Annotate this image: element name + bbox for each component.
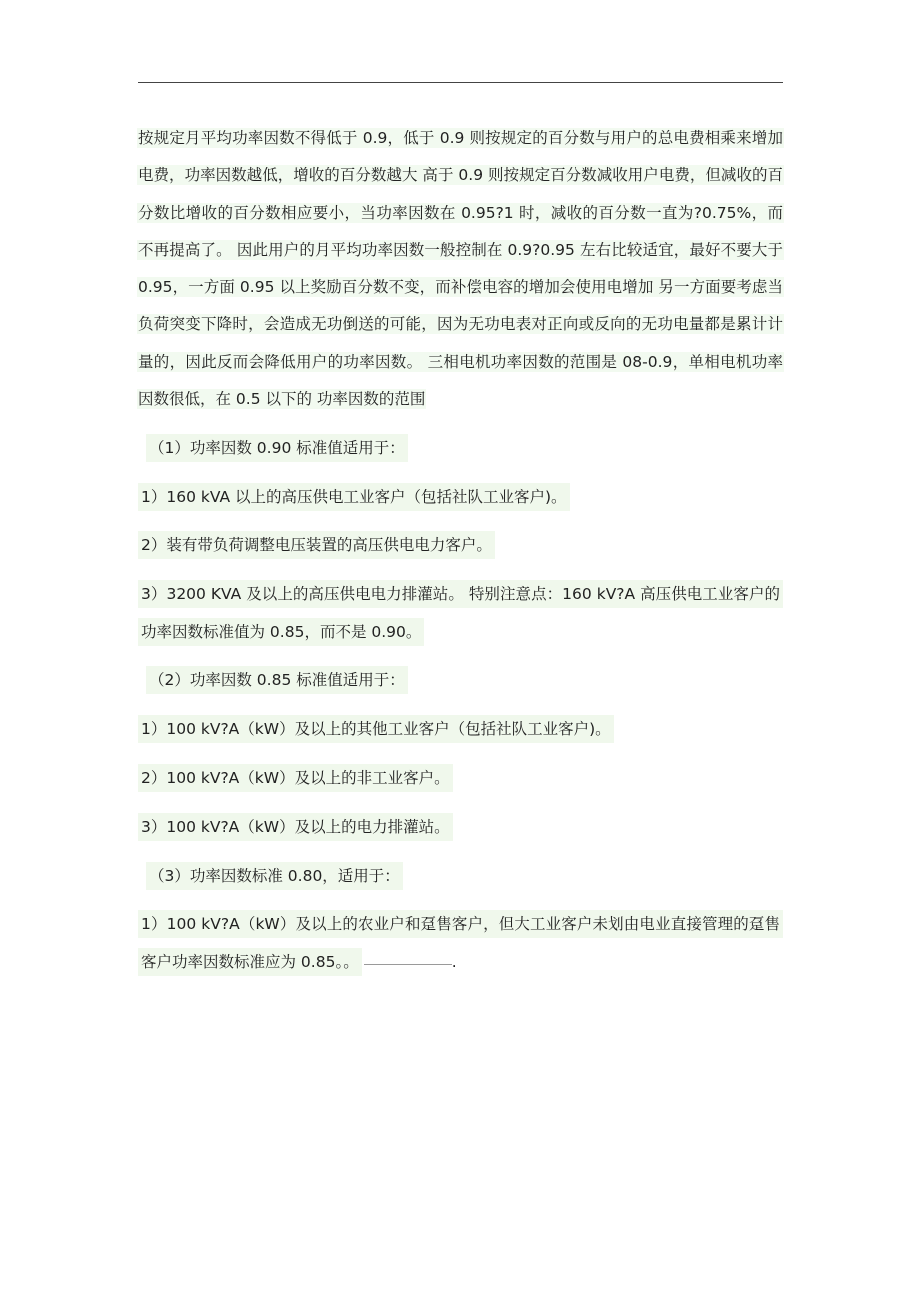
section-1-item-3: 3）3200 KVA 及以上的高压供电电力排灌站。 特别注意点：160 kV?A 高压供电工业客户的功率因数标准值为 0.85，而不是 0.90。 (138, 576, 783, 651)
section-1-item-2: 2）装有带负荷调整电压装置的高压供电电力客户。 (138, 527, 783, 564)
section-3-item-1: 1）100 kV?A（kW）及以上的农业户和趸售客户，但大工业客户未划由电业直接管理的趸售客户功率因数标准应为 0.85。。 . (138, 906, 783, 981)
section-3-heading: （3）功率因数标准 0.80，适用于： (138, 858, 783, 895)
main-paragraph-text: 按规定月平均功率因数不得低于 0.9，低于 0.9 则按规定的百分数与用户的总电费相乘来增加电费，功率因数越低，增收的百分数越大 高于 0.9 则按规定百分数减收用户电费，但减收的百分数比增收的百分数相应要小，当功率因数在 0.95?1 时，减收的百分数一直为?0.75%，而不再提高了。 因此用户的月平均功率因数一般控制在 0.9?0.95 左右比较适宜，最好不要大于 0.95，一方面 0.95 以上奖励百分数不变，而补偿电容的增加会使用电增加 另一方面要考虑当负荷突变下降时，会造成无功倒送的可能，因为无功电表对正向或反向的无功电量都是累计计量的，因此反而会降低用户的功率因数。 三相电机功率因数的范围是 08-0.9，单相电机功率因数很低，在 0.5 以下的 功率因数的范围 (138, 129, 783, 409)
trailing-mark: . (451, 952, 457, 971)
section-1-heading: （1）功率因数 0.90 标准值适用于： (138, 430, 783, 467)
section-2-item-2: 2）100 kV?A（kW）及以上的非工业客户。 (138, 760, 783, 797)
section-2-heading: （2）功率因数 0.85 标准值适用于： (138, 662, 783, 699)
section-2-item-3: 3）100 kV?A（kW）及以上的电力排灌站。 (138, 809, 783, 846)
main-paragraph (138, 120, 783, 418)
trailing-underline (364, 964, 452, 965)
header-rule (138, 82, 783, 83)
document-body (138, 120, 783, 981)
section-2-item-1: 1）100 kV?A（kW）及以上的其他工业客户（包括社队工业客户)。 (138, 711, 783, 748)
section-1-item-1: 1）160 kVA 以上的高压供电工业客户（包括社队工业客户)。 (138, 479, 783, 516)
